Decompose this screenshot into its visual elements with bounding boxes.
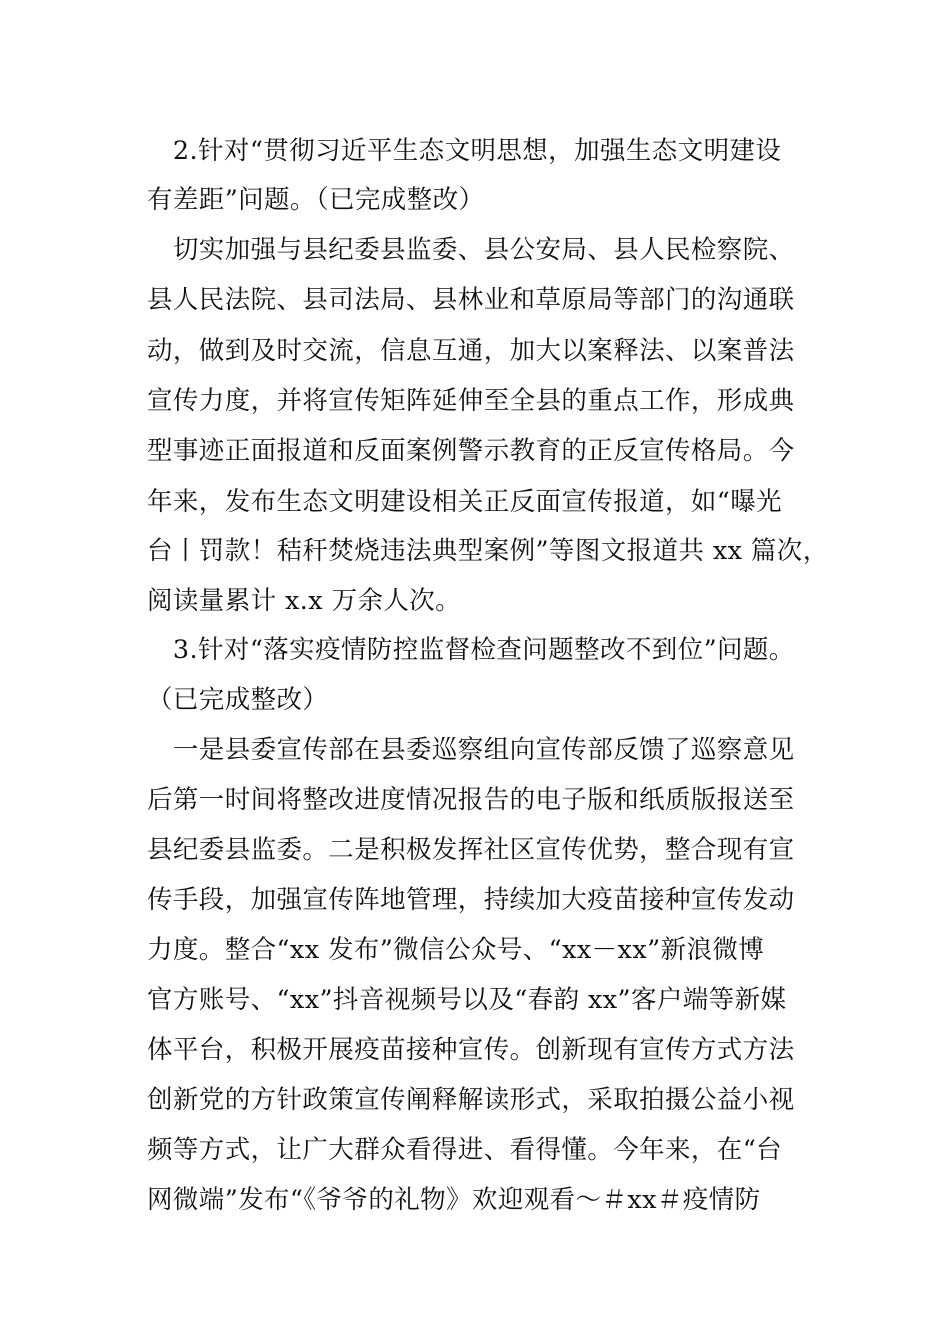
- text-line: 台丨罚款！秸秆焚烧违法典型案例”等图文报道共 xx 篇次，: [147, 536, 829, 566]
- text-line: 创新党的方针政策宣传阐释解读形式，采取拍摄公益小视: [147, 1085, 795, 1115]
- text-line: 阅读量累计 x.x 万余人次。: [147, 586, 462, 616]
- text-line: 有差距”问题。（已完成整改）: [147, 185, 485, 215]
- text-line: 县纪委县监委。二是积极发挥社区宣传优势，整合现有宣: [147, 835, 795, 865]
- text-line: 动，做到及时交流，信息互通，加大以案释法、以案普法: [147, 336, 795, 366]
- text-line: 3.针对“落实疫情防控监督检查问题整改不到位”问题。: [147, 635, 795, 665]
- text-line: 后第一时间将整改进度情况报告的电子版和纸质版报送至: [147, 785, 795, 815]
- text-line: 型事迹正面报道和反面案例警示教育的正反宣传格局。今: [147, 436, 795, 466]
- text-line: 传手段，加强宣传阵地管理，持续加大疫苗接种宣传发动: [147, 885, 795, 915]
- text-line: 年来，发布生态文明建设相关正反面宣传报道，如“曝光: [147, 487, 783, 517]
- text-line: 网微端”发布“《爷爷的礼物》欢迎观看～＃xx＃疫情防: [147, 1185, 761, 1215]
- text-line: 力度。整合“xx 发布”微信公众号、“xx－xx”新浪微博: [147, 935, 765, 965]
- text-line: 宣传力度，并将宣传矩阵延伸至全县的重点工作，形成典: [147, 386, 795, 416]
- text-line: 2.针对“贯彻习近平生态文明思想，加强生态文明建设: [147, 136, 782, 166]
- text-line: 切实加强与县纪委县监委、县公安局、县人民检察院、: [147, 235, 795, 265]
- text-line: 官方账号、“xx”抖音视频号以及“春韵 xx”客户端等新媒: [147, 985, 787, 1015]
- text-line: 体平台，积极开展疫苗接种宣传。创新现有宣传方式方法: [147, 1035, 795, 1065]
- text-line: 一是县委宣传部在县委巡察组向宣传部反馈了巡察意见: [147, 735, 795, 765]
- text-line: 县人民法院、县司法局、县林业和草原局等部门的沟通联: [147, 285, 795, 315]
- text-line: （已完成整改）: [147, 685, 329, 715]
- text-line: 频等方式，让广大群众看得进、看得懂。今年来，在“台: [147, 1135, 783, 1165]
